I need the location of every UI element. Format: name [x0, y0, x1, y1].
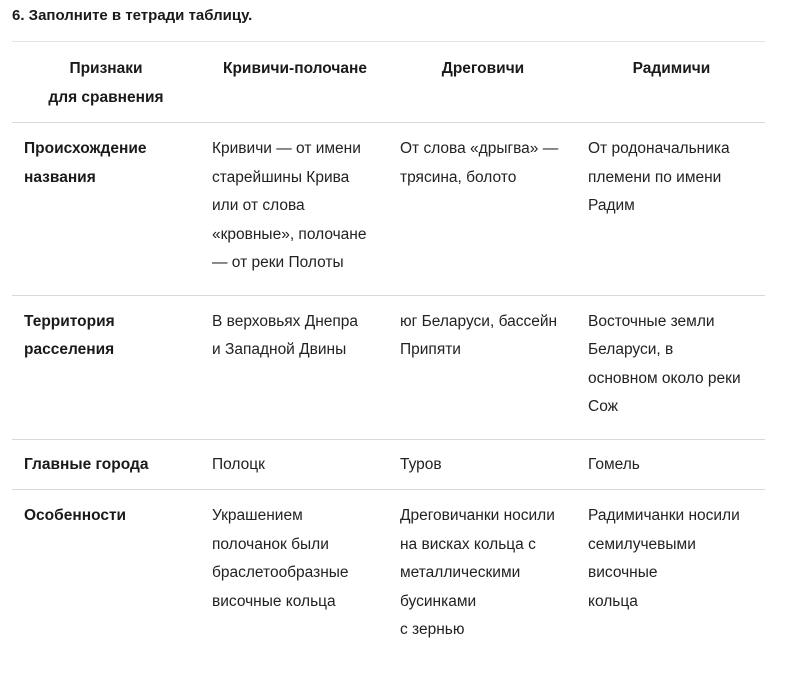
table-row-main-cities — [12, 439, 765, 490]
cell-text-line: Кривичи — от имени — [212, 140, 361, 157]
table-cell — [200, 439, 388, 490]
cell-text-line: и Западной Двины — [212, 341, 347, 358]
row-label — [12, 295, 200, 439]
table-cell — [576, 490, 765, 655]
header-text-line: Признаки — [69, 60, 143, 77]
cell-text-line: семилучевыми — [588, 535, 696, 553]
cell-text-line: основном около реки — [588, 369, 741, 387]
cell-text-line: Туров — [400, 455, 442, 473]
cell-text-line: височные кольца — [212, 592, 336, 610]
cell-text-line: Полоцк — [212, 455, 265, 473]
header-dregovichi — [388, 42, 576, 123]
table-row-features — [12, 490, 765, 655]
cell-text-line: на висках кольца с — [400, 535, 536, 553]
cell-text-line: Припяти — [400, 341, 461, 358]
cell-text-line: старейшины Крива — [212, 168, 350, 186]
cell-text-line: расселения — [24, 341, 115, 358]
table-cell — [200, 295, 388, 439]
cell-text-line: Гомель — [588, 455, 640, 473]
cell-text-line: — от реки Полоты — [212, 254, 344, 271]
table-cell — [200, 490, 388, 655]
cell-text-line: трясина, болото — [400, 168, 517, 186]
header-text-line: для сравнения — [48, 88, 164, 106]
row-label — [12, 439, 200, 490]
row-label — [12, 490, 200, 655]
cell-text-line: племени по имени — [588, 168, 722, 186]
cell-text-line: браслетообразные — [212, 564, 349, 581]
task-title: 6. Заполните в тетради таблицу. — [12, 7, 253, 24]
header-text-line: Радимичи — [632, 60, 711, 77]
cell-text-line: От родоначальника — [588, 140, 730, 157]
cell-text-line: кольца — [588, 592, 638, 610]
cell-text-line: Радим — [588, 197, 635, 214]
cell-text-line: Происхождение — [24, 140, 147, 157]
header-krivichi — [200, 42, 388, 123]
table-cell — [576, 295, 765, 439]
cell-text-line: с зернью — [400, 621, 465, 638]
cell-text-line: В верховьях Днепра — [212, 312, 359, 330]
cell-text-line: Украшением — [212, 507, 303, 524]
comparison-table — [12, 41, 765, 655]
table-row-origin — [12, 123, 765, 296]
comparison-table-container — [12, 41, 765, 655]
table-cell — [388, 123, 576, 296]
table-header-row — [12, 42, 765, 123]
cell-text-line: Сож — [588, 398, 619, 415]
cell-text-line: или от слова — [212, 197, 305, 214]
cell-text-line: Восточные земли — [588, 312, 715, 330]
cell-text-line: полочанок были — [212, 535, 329, 553]
table-cell — [388, 490, 576, 655]
table-row-territory — [12, 295, 765, 439]
cell-text-line: «кровные», полочане — [212, 225, 367, 243]
header-criteria — [12, 42, 200, 123]
table-cell — [388, 439, 576, 490]
cell-text-line: юг Беларуси, бассейн — [400, 312, 558, 330]
cell-text-line: бусинками — [400, 592, 477, 610]
table-cell — [388, 295, 576, 439]
table-cell — [200, 123, 388, 296]
cell-text-line: Радимичанки носили — [588, 507, 740, 524]
cell-text-line: металлическими — [400, 564, 521, 581]
cell-text-line: От слова «дрыгва» — — [400, 140, 559, 157]
header-text-line: Кривичи-полочане — [223, 60, 367, 77]
row-label — [12, 123, 200, 296]
cell-text-line: Особенности — [24, 507, 127, 524]
cell-text-line: височные — [588, 564, 658, 581]
table-cell — [576, 439, 765, 490]
header-radimichi — [576, 42, 765, 123]
cell-text-line: Территория — [24, 312, 115, 330]
cell-text-line: Беларуси, в — [588, 341, 674, 358]
table-cell — [576, 123, 765, 296]
cell-text-line: Дреговичанки носили — [400, 507, 555, 524]
header-text-line: Дреговичи — [441, 60, 525, 77]
cell-text-line: названия — [24, 168, 96, 186]
cell-text-line: Главные города — [24, 455, 149, 473]
